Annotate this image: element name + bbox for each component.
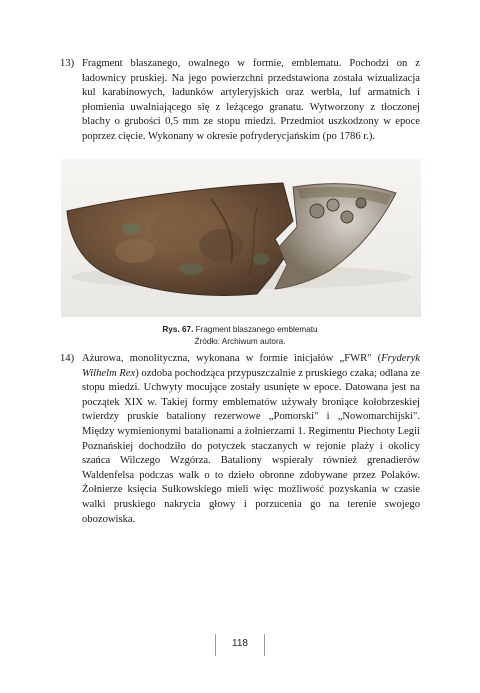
- entry-text: Fragment blaszanego, owalnego w formie, emblematu. Pochodzi on z ładownicy pruskiej. Na jego powierzchni przedstawiona została wizualizacja kul karabinowych, ładunków artyleryjskich oraz werbla, luf armatnich i płomienia uwalniającego się z leżącego granatu. Wytworzony z tłoczonej blachy o grubości 0,5 mm ze stopu miedzi. Przedmiot uszkodzony w epoce poprzez cięcie. Wykonany w okresie pofryderycjańskim (po 1786 r.).: [82, 58, 420, 142]
- entry-number: 13): [60, 58, 75, 69]
- entry-13: [60, 57, 420, 145]
- figure-caption-label: Rys. 67.: [162, 325, 194, 334]
- footer-divider-right: [264, 634, 265, 656]
- entry-text: [82, 352, 420, 527]
- entry-number: 14): [60, 353, 75, 364]
- emblem-fragment-illustration: [61, 159, 421, 317]
- entry-14: [60, 352, 420, 527]
- figure-caption: [60, 325, 420, 334]
- figure-source: Źródło: Archiwum autora.: [194, 337, 286, 346]
- figure-caption-title: Fragment blaszanego emblematu: [195, 325, 318, 334]
- entry-text-italic: Fryderyk Wilhelm Rex: [82, 353, 420, 379]
- page-number: 118: [232, 638, 248, 649]
- emblem-photo: [61, 159, 421, 317]
- entry-text-part: Ażurowa, monolityczna, wykonana w formie inicjałów „FWR" (: [82, 353, 382, 364]
- entry-text-part: ) ozdoba pochodząca przypuszczalnie z pruskiego czaka; odlana ze stopu miedzi. Uchwyty mocujące zostały usunięte w epoce. Datowana jest na początek XIX w. Takiej formy emblematów używały broniące kołobrzeskiej twierdzy pruskie bataliony rezerwowe „Pomorski" i „Nowomarchijski". Między wymienionymi batalionami a żołnierzami 1. Regimentu Piechoty Legii Poznańskiej dochodziło do potyczek staczanych w rejonie plaży i okolicy szańca Wilczego Wzgórza. Bataliony wspierały również grenadierów Waldenfelsa podczas walk o to dzieło obronne zdobywane przez Polaków. Żołnierze księcia Sułkowskiego mieli więc możliwość pozyskania w czasie walki pruskiego nakrycia głowy i porzucenia go na terenie swojego obozowiska.: [82, 367, 420, 525]
